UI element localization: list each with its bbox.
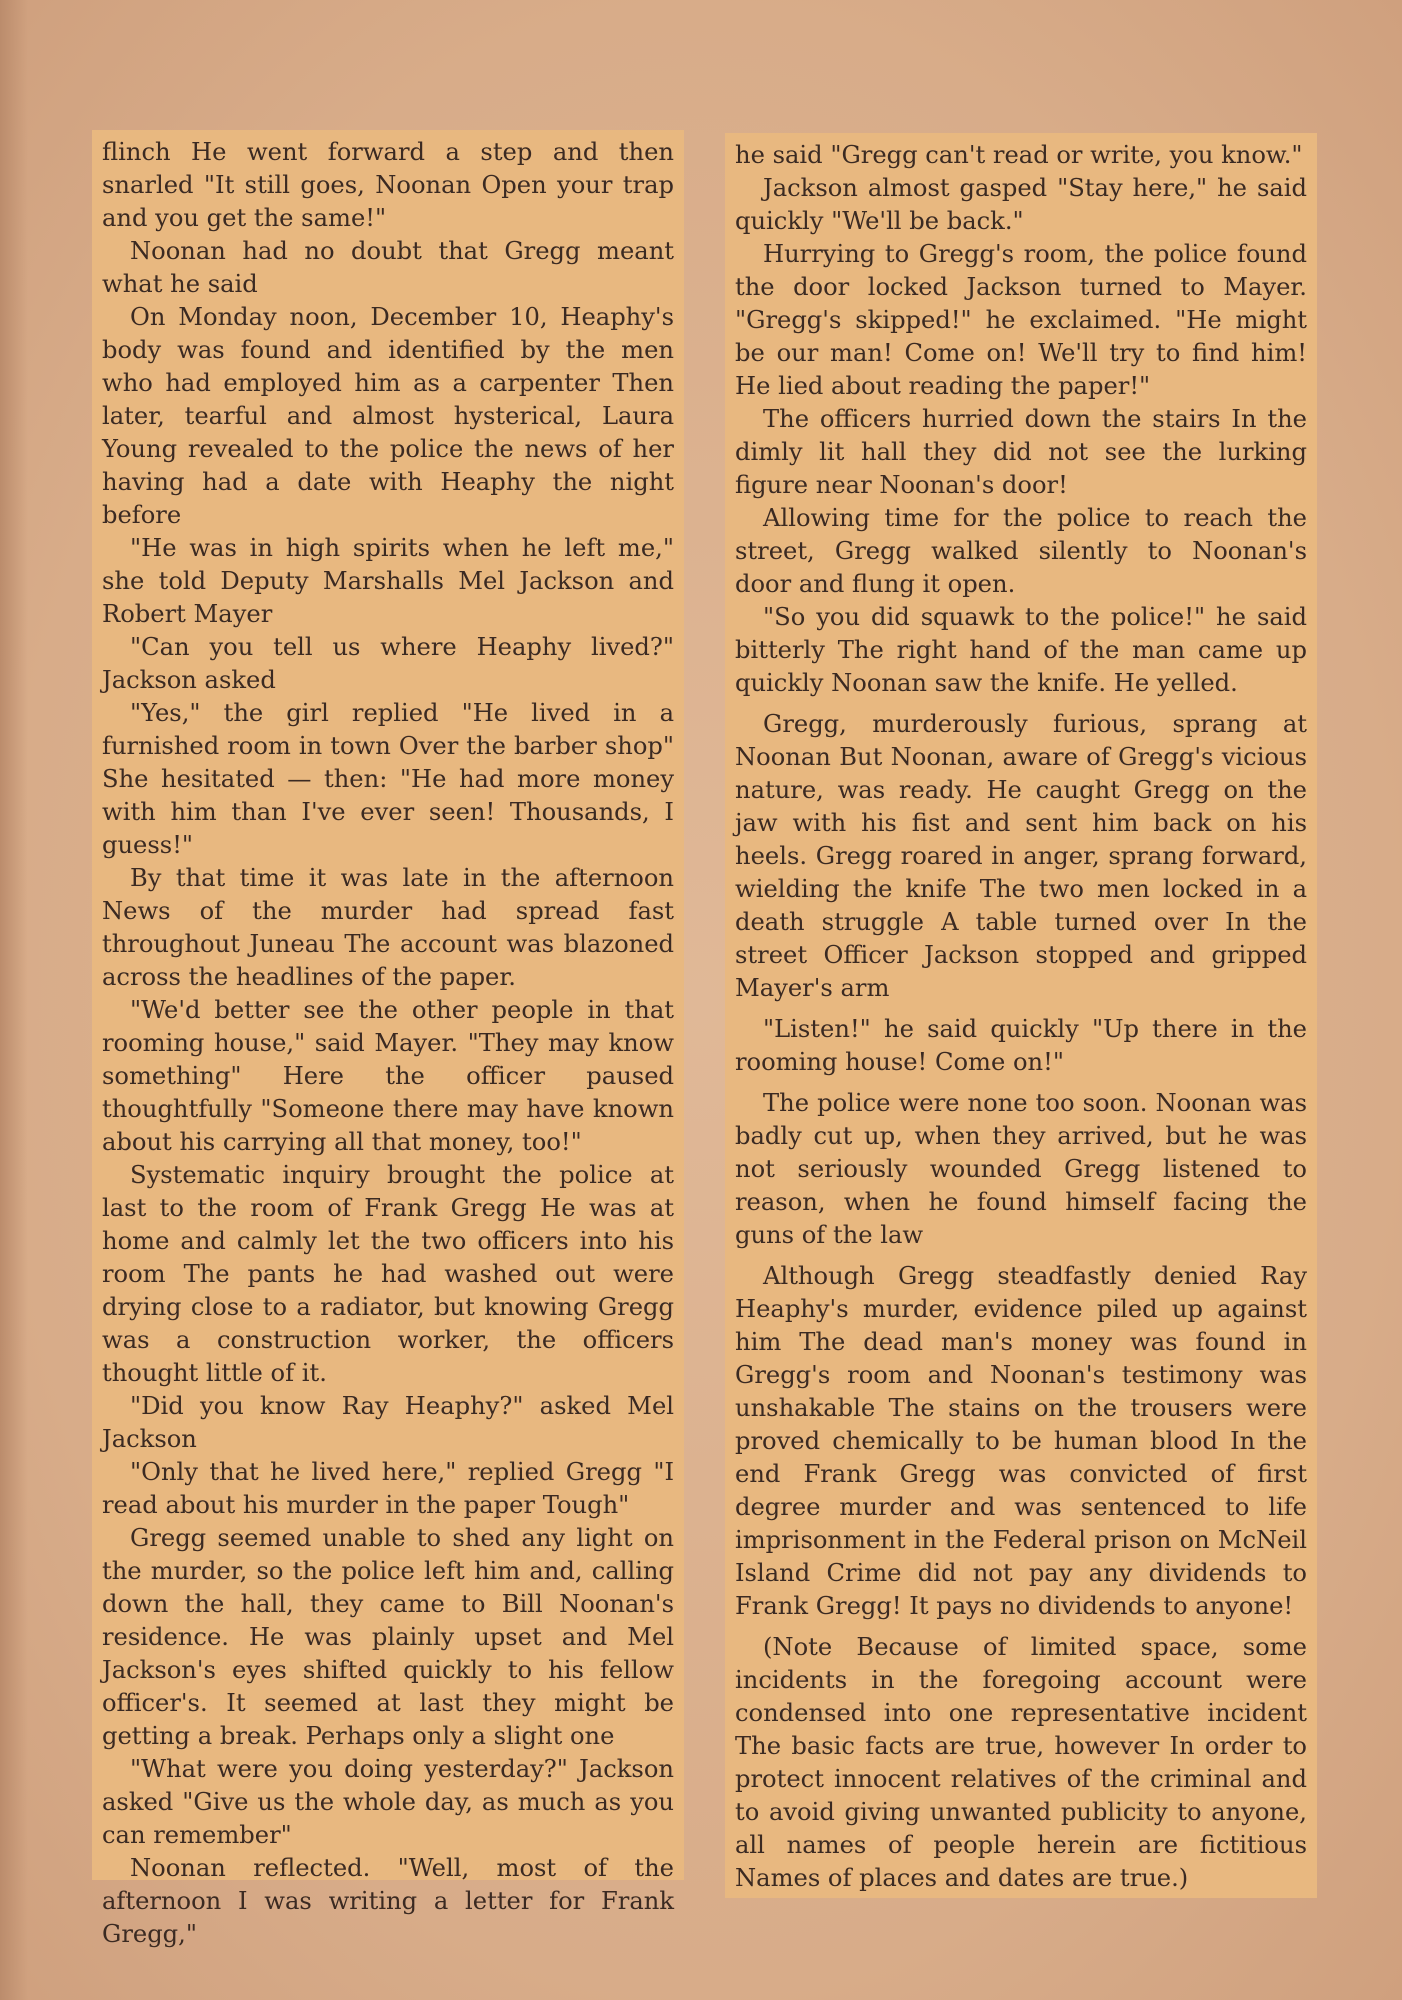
page-edge-shadow — [0, 0, 28, 2000]
paragraph: The police were none too soon. Noonan was badly cut up, when they arrived, but he was not seriously wounded Gregg listened to reason, when he found himself facing the guns of the law — [735, 1089, 1307, 1249]
paragraph: (Note Because of limited space, some incidents in the foregoing account were condensed into one representative incident The basic facts are true, however In order to protect innocent relatives of the criminal and to avoid giving unwanted publicity to anyone, all names of people herein are fictitious Names of places and dates are true.) — [735, 1633, 1307, 1892]
right-text-column — [725, 133, 1317, 1898]
paragraph: he said "Gregg can't read or write, you know." — [735, 141, 1303, 169]
paragraph: "We'd better see the other people in that rooming house," said Mayer. "They may know something" Here the officer paused thoughtfully "Someone there may have known about his carrying all that money, too!" — [102, 996, 674, 1156]
paragraph: The officers hurried down the stairs In the dimly lit hall they did not see the lurking figure near Noonan's door! — [735, 405, 1307, 499]
paragraph: On Monday noon, December 10, Heaphy's body was found and identified by the men who had employed him as a carpenter Then later, tearful and almost hysterical, Laura Young revealed to the police the news of her having had a date with Heaphy the night before — [102, 303, 674, 529]
paragraph: Gregg, murderously furious, sprang at Noonan But Noonan, aware of Gregg's vicious nature, was ready. He caught Gregg on the jaw with his fist and sent him back on his heels. Gregg roared in anger, sprang forward, wielding the knife The two men locked in a death struggle A table turned over In the street Officer Jackson stopped and gripped Mayer's arm — [735, 710, 1307, 1002]
paragraph: "He was in high spirits when he left me," she told Deputy Marshalls Mel Jackson and Robert Mayer — [102, 534, 674, 628]
paragraph: "Did you know Ray Heaphy?" asked Mel Jackson — [102, 1392, 674, 1453]
paragraph: By that time it was late in the afternoon News of the murder had spread fast throughout Juneau The account was blazoned across the headlines of the paper. — [102, 864, 674, 991]
paragraph: Hurrying to Gregg's room, the police found the door locked Jackson turned to Mayer. "Gregg's skipped!" he exclaimed. "He might be our man! Come on! We'll try to find him! He lied about reading the paper!" — [735, 240, 1307, 400]
paragraph: flinch He went forward a step and then snarled "It still goes, Noonan Open your trap and you get the same!" — [102, 138, 674, 232]
paragraph: "What were you doing yesterday?" Jackson asked "Give us the whole day, as much as you can remember" — [102, 1755, 674, 1849]
left-text-column — [92, 130, 684, 1948]
paragraph: "So you did squawk to the police!" he said bitterly The right hand of the man came up quickly Noonan saw the knife. He yelled. — [735, 603, 1307, 697]
paragraph: "Listen!" he said quickly "Up there in the rooming house! Come on!" — [735, 1015, 1307, 1076]
paragraph: "Can you tell us where Heaphy lived?" Jackson asked — [102, 633, 674, 694]
paragraph: Although Gregg steadfastly denied Ray Heaphy's murder, evidence piled up against him The dead man's money was found in Gregg's room and Noonan's testimony was unshakable The stains on the trousers were proved chemically to be human blood In the end Frank Gregg was convicted of first degree murder and was sentenced to life imprisonment in the Federal prison on McNeil Island Crime did not pay any dividends to Frank Gregg! It pays no dividends to anyone! — [735, 1262, 1307, 1620]
paragraph: Systematic inquiry brought the police at last to the room of Frank Gregg He was at home and calmly let the two officers into his room The pants he had washed out were drying close to a radiator, but knowing Gregg was a construction worker, the officers thought little of it. — [102, 1161, 674, 1387]
paragraph: Noonan reflected. "Well, most of the afternoon I was writing a letter for Frank Gregg," — [102, 1854, 674, 1948]
paragraph: Noonan had no doubt that Gregg meant what he said — [102, 237, 674, 298]
paragraph: Jackson almost gasped "Stay here," he said quickly "We'll be back." — [735, 174, 1307, 235]
paragraph: Allowing time for the police to reach the street, Gregg walked silently to Noonan's door and flung it open. — [735, 504, 1307, 598]
paragraph: "Yes," the girl replied "He lived in a furnished room in town Over the barber shop" She hesitated — then: "He had more money with him than I've ever seen! Thousands, I guess!" — [102, 699, 674, 859]
paragraph: Gregg seemed unable to shed any light on the murder, so the police left him and, calling down the hall, they came to Bill Noonan's residence. He was plainly upset and Mel Jackson's eyes shifted quickly to his fellow officer's. It seemed at last they might be getting a break. Perhaps only a slight one — [102, 1524, 674, 1750]
paragraph: "Only that he lived here," replied Gregg "I read about his murder in the paper Tough" — [102, 1458, 674, 1519]
